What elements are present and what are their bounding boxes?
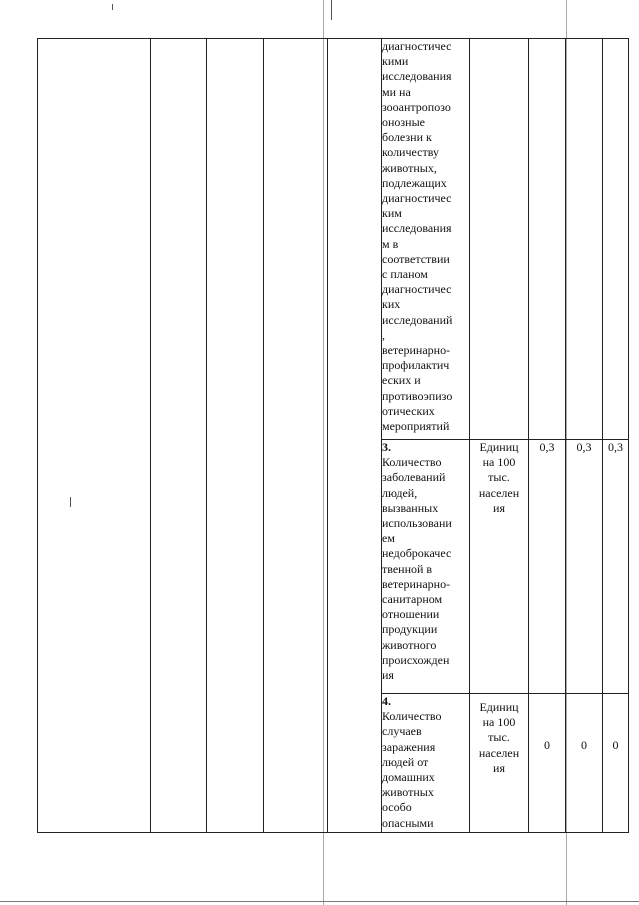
indicator-text-line: соответствии xyxy=(382,251,450,266)
value-cell: 0,3 xyxy=(566,440,603,694)
indicator-text-line: ким xyxy=(382,206,402,221)
indicator-text-line: исследования xyxy=(382,221,452,236)
unit-cell xyxy=(470,39,529,440)
unit-text-line: тыс. xyxy=(488,470,510,485)
indicator-text-line: онозные xyxy=(382,115,425,130)
indicator-text-line: диагностичес xyxy=(382,39,452,53)
value-cell: 0,3 xyxy=(603,440,629,694)
unit-text-line: ия xyxy=(493,500,505,515)
indicator-text-line: ветеринарно- xyxy=(382,576,451,591)
empty-cell xyxy=(151,39,207,833)
value-cell xyxy=(603,39,629,440)
scan-line xyxy=(0,901,639,902)
indicator-text-line: заражения xyxy=(382,739,436,754)
value-cell xyxy=(566,39,603,440)
indicator-cell xyxy=(382,694,470,833)
empty-cell xyxy=(264,39,328,833)
indicator-text-line: с планом xyxy=(382,267,428,282)
indicator-text-line: кими xyxy=(382,54,409,69)
unit-text-line: тыс. xyxy=(488,730,510,745)
empty-cell xyxy=(328,39,382,833)
value-cell: 0 xyxy=(603,694,629,833)
indicator-text-line: ем xyxy=(382,531,395,546)
indicator-text-line: отических xyxy=(382,403,435,418)
indicator-text-line: твенной в xyxy=(382,561,433,576)
indicator-text-line: подлежащих xyxy=(382,175,447,190)
indicator-text-line: мероприятий xyxy=(382,419,450,434)
unit-cell xyxy=(470,694,529,833)
unit-text-line: Единиц xyxy=(479,440,519,454)
indicator-text-line: исследований xyxy=(382,312,453,327)
indicator-text-line: опасными xyxy=(382,815,434,830)
indicator-text-line: противоэпизо xyxy=(382,388,453,403)
indicator-text-line: еских и xyxy=(382,373,421,388)
value-cell: 0,3 xyxy=(529,440,566,694)
indicator-text-line: продукции xyxy=(382,622,438,637)
unit-cell xyxy=(470,440,529,694)
indicator-text-line: животных xyxy=(382,785,434,800)
indicator-text-line: ми на xyxy=(382,84,411,99)
indicator-text-line: животного xyxy=(382,637,437,652)
indicator-text-line: особо xyxy=(382,800,412,815)
empty-cell xyxy=(207,39,264,833)
indicator-number: 4. xyxy=(382,694,391,708)
indicator-text-line: использовани xyxy=(382,516,452,531)
indicator-text-line: людей, xyxy=(382,485,418,500)
unit-text-line: на 100 xyxy=(482,715,516,730)
unit-text-line: населен xyxy=(478,485,520,500)
table-row xyxy=(38,39,629,440)
indicator-number: 3. xyxy=(382,440,391,454)
indicator-text-line: болезни к xyxy=(382,130,432,145)
unit-text-line: населен xyxy=(478,745,520,760)
indicator-text-line: ия xyxy=(382,668,394,683)
indicator-text-line: количеству xyxy=(382,145,439,160)
empty-cell xyxy=(38,39,151,833)
indicator-cell xyxy=(382,440,470,694)
unit-text-line: на 100 xyxy=(482,455,516,470)
scan-mark xyxy=(112,4,113,10)
indicator-text-line: Количество xyxy=(382,709,442,724)
indicator-text-line: домашних xyxy=(382,770,435,785)
indicator-text-line: исследования xyxy=(382,69,452,84)
indicator-text-line: недоброкачес xyxy=(382,546,452,561)
indicator-text-line: ких xyxy=(382,297,401,312)
indicator-text-line: диагностичес xyxy=(382,191,452,206)
indicator-text-line: санитарном xyxy=(382,592,443,607)
indicator-text-line: людей от xyxy=(382,754,429,769)
indicator-text-line: животных, xyxy=(382,160,437,175)
unit-text-line: ия xyxy=(493,760,505,775)
indicator-cell xyxy=(382,39,470,440)
indicator-text-line: заболеваний xyxy=(382,470,446,485)
indicator-text-line: зооантропозо xyxy=(382,99,451,114)
indicator-text-line: вызванных xyxy=(382,500,439,515)
indicator-text-line: диагностичес xyxy=(382,282,452,297)
indicator-text-line: м в xyxy=(382,236,399,251)
unit-text-line: Единиц xyxy=(479,700,519,714)
scan-mark xyxy=(331,0,332,20)
value-cell: 0 xyxy=(566,694,603,833)
indicators-table xyxy=(37,38,629,833)
indicator-text-line: , xyxy=(382,327,385,342)
indicator-text-line: случаев xyxy=(382,724,422,739)
indicator-text-line: отношении xyxy=(382,607,440,622)
indicator-text-line: профилактич xyxy=(382,358,450,373)
indicator-text-line: Количество xyxy=(382,455,442,470)
value-cell: 0 xyxy=(529,694,566,833)
value-cell xyxy=(529,39,566,440)
indicator-text-line: ветеринарно- xyxy=(382,343,451,358)
indicator-text-line: происхожден xyxy=(382,652,450,667)
